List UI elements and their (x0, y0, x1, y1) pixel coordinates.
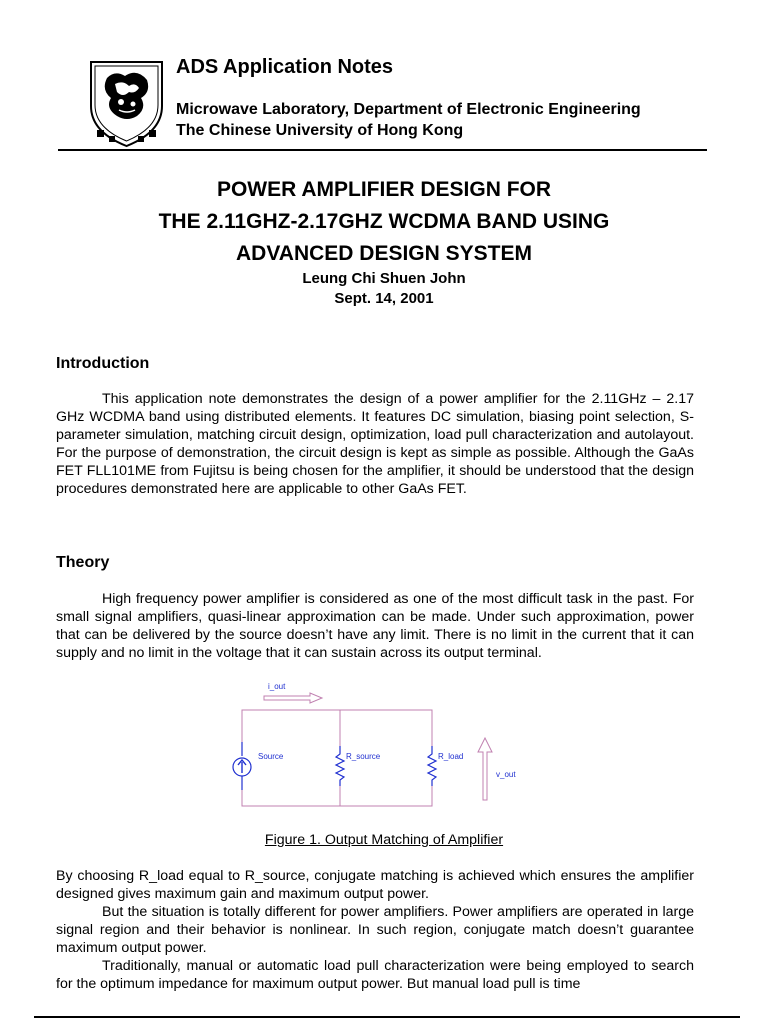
r-source-label: R_source (346, 752, 381, 761)
theory-heading: Theory (56, 554, 110, 571)
footer-rule (34, 1016, 740, 1018)
source-label: Source (258, 752, 284, 761)
introduction-paragraph: This application note demonstrates the design of a power amplifier for the 2.11GHz – 2.17 GHz WCDMA band using distributed elements. It features DC simulation, biasing point selection, S-parameter simulation, matching circuit design, optimization, load pull characterization and autolayout. For the purpose of demonstration, the circuit design is kept as simple as possible. Although the GaAs FET FLL101ME from Fujitsu is being chosen for the amplifier, it should be understood that the design procedures demonstrated here are applicable to other GaAs FET. (56, 391, 694, 497)
university-crest-logo (85, 58, 168, 148)
r-load-label: R_load (438, 752, 464, 761)
theory-paragraph-3: But the situation is totally different for power amplifiers. Power amplifiers are operated in large signal region and their behavior is nonlinear. In such region, conjugate match doesn’t guarantee maximum output power. (56, 904, 694, 956)
author-name: Leung Chi Shuen John (302, 270, 466, 287)
university-name: The Chinese University of Hong Kong (176, 122, 464, 139)
voltage-arrow (478, 738, 492, 800)
paper-title-line-1: POWER AMPLIFIER DESIGN FOR (216, 178, 552, 201)
theory-paragraph-1: High frequency power amplifier is considered as one of the most difficult task in the past. For small signal amplifiers, quasi-linear approximation can be made. Under such approximation, power that can be delivered by the source doesn’t have any limit. There is no limit in the current that it can supply and no limit in the voltage that it can sustain across its output terminal. (56, 591, 694, 661)
paper-title-line-3: ADVANCED DESIGN SYSTEM (236, 242, 532, 265)
i-out-label: i_out (268, 682, 286, 691)
series-title: ADS Application Notes (176, 56, 394, 78)
theory-paragraph-4: Traditionally, manual or automatic load pull characterization were being employed to search for the optimum impedance for maximum output power. But manual load pull is time (56, 958, 694, 992)
lab-affiliation: Microwave Laboratory, Department of Electronic Engineering (176, 101, 641, 118)
current-arrow (264, 693, 322, 703)
paper-title-line-2: THE 2.11GHZ-2.17GHZ WCDMA BAND USING (158, 210, 610, 233)
introduction-heading: Introduction (56, 355, 150, 372)
header-rule (58, 149, 707, 151)
paper-date: Sept. 14, 2001 (334, 290, 434, 307)
theory-paragraph-2: By choosing R_load equal to R_source, conjugate matching is achieved which ensures the amplifier designed gives maximum gain and maximum output power. (56, 868, 694, 902)
v-out-label: v_out (496, 770, 516, 779)
output-matching-circuit-figure (228, 676, 538, 816)
figure-1-caption: Figure 1. Output Matching of Amplifier (264, 832, 504, 848)
